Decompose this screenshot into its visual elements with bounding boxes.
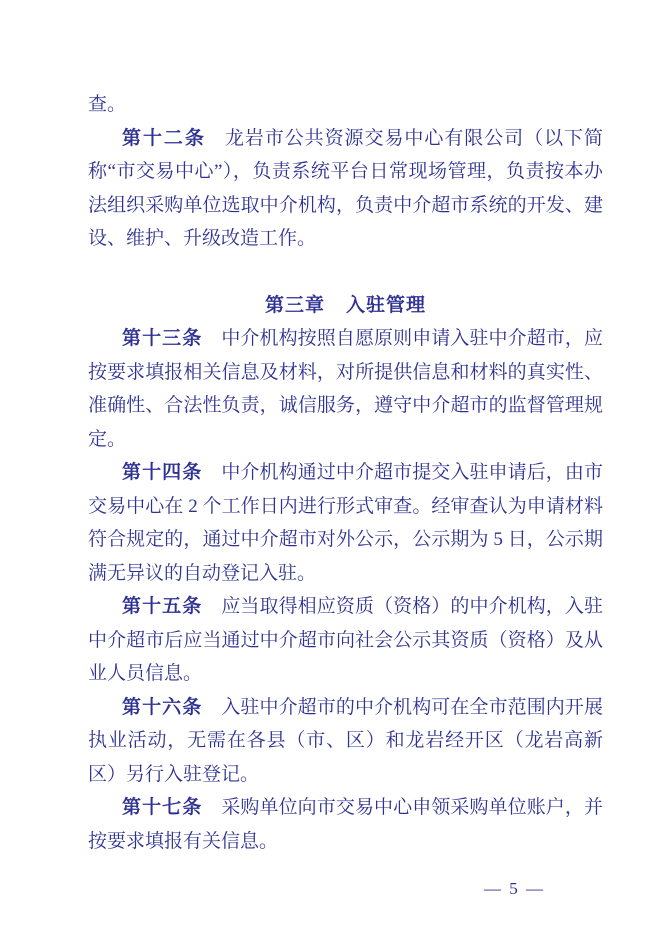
continuation-paragraph: [88, 88, 603, 122]
article-body-text: 龙岩市公共资源交易中心有限公司（以下简称“市交易中心”），负责系统平台日常现场管理，负责按本办法组织采购单位选取中介机构，负责中介超市系统的开发、建设、维护、升级改造工作。: [88, 127, 603, 249]
article-body-text: 中介机构按照自愿原则申请入驻中介超市，应按要求填报相关信息及材料，对所提供信息和材料的真实性、准确性、合法性负责，诚信服务，遵守中介超市的监督管理规定。: [88, 328, 603, 450]
article-body-text: 应当取得相应资质（资格）的中介机构，入驻中介超市后应当通过中介超市向社会公示其资质（资格）及从业人员信息。: [88, 596, 603, 684]
article-paragraph-13: [88, 322, 603, 456]
chapter-title: 入驻管理: [346, 294, 427, 316]
chapter-number: 第三章: [264, 294, 325, 316]
article-paragraph-16: [88, 691, 603, 792]
article-body-text: 中介机构通过中介超市提交入驻申请后，由市交易中心在 2 个工作日内进行形式审查。经审查认为申请材料符合规定的，通过中介超市对外公示，公示期为 5 日，公示期满无异议的自动登记入驻。: [88, 462, 603, 584]
article-paragraph-15: [88, 590, 603, 691]
chapter-heading: [88, 289, 603, 323]
article-number-label: 第十六条: [122, 696, 203, 718]
article-number-label: 第十五条: [122, 596, 203, 617]
article-paragraph-14: [88, 456, 603, 590]
article-number-label: 第十三条: [122, 328, 203, 349]
article-number-label: 第十七条: [122, 797, 203, 818]
article-paragraph-12: [88, 122, 603, 256]
article-body-text: 采购单位向市交易中心申领采购单位账户，并按要求填报有关信息。: [88, 797, 603, 852]
page-number: — 5 —: [484, 879, 545, 898]
article-body-text: 入驻中介超市的中介机构可在全市范围内开展执业活动，无需在各县（市、区）和龙岩经开区（龙岩高新区）另行入驻登记。: [88, 696, 603, 785]
article-number-label: 第十二条: [122, 127, 206, 149]
article-paragraph-17: [88, 791, 603, 858]
continuation-text: 查。: [88, 94, 127, 115]
article-number-label: 第十四条: [122, 462, 203, 483]
